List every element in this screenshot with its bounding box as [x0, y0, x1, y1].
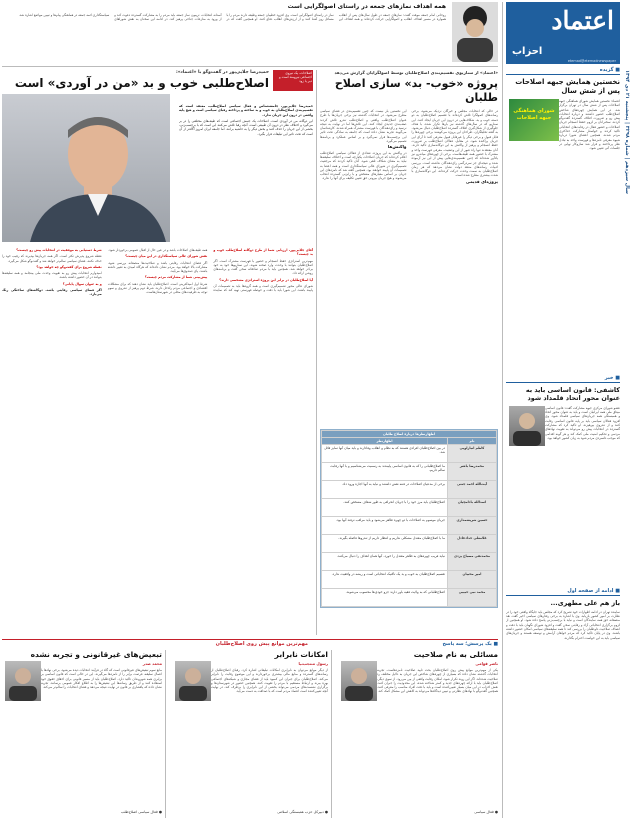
tag-continued: ■ ادامه از صفحه اول — [506, 588, 620, 596]
table-title-row — [322, 431, 497, 438]
table-header-row — [322, 438, 497, 445]
interview-closing: اگر فضای سیاسی رقابتی باشد، دوگانه‌های ساختگی رنگ می‌بازد. — [2, 288, 102, 297]
continued-body: نماینده تهران در ادامه اظهارات خود تصریح کرد که مجلس باید جایگاه واقعی خود را در نظارت بر امور کشور بازیابد. وی با اشاره به برخی رفتارهای سیاسی اخیر گفت نقد منصفانه حق همه نمایندگان است و نباید با برچسب‌زنی پاسخ داده شود. او همچنین از لزوم برگزاری انتخاباتی آزاد و رقابتی سخن گفت و افزود شورای نگهبان باید با دقت و انصاف صلاحیت داوطلبان را بررسی کند تا همه سلیقه‌های سیاسی امکان حضور داشته باشند. وی در پایان تاکید کرد که مردم خواهان آرامش و توسعه هستند و جریان‌های سیاسی باید به این خواست احترام بگذارند. — [506, 609, 620, 640]
opinion-2-signature: ● دبیرکل حزب همبستگی اسلامی — [277, 810, 328, 814]
interview-question-7: و به عنوان سوال پایانی؟ — [62, 281, 102, 286]
interview-answer-6: نقطه شروع پذیرش تکثر است. اگر همه جریان‌ها بپذیرند که رقیب خود را حذف نکنند، فضای سیاسی سالم‌تر خواهد شد و گفت‌وگو شکل می‌گیرد. — [2, 254, 102, 263]
table-cell-name: حسین شریعتمداری — [448, 517, 497, 535]
table-cell-name: کاظم انبارلویی — [448, 445, 497, 463]
table-cell-name: آیت‌الله احمد جنتی — [448, 481, 497, 499]
brief-body: اعتماد: نخستین همایش شورای هماهنگی جبهه اصلاحات پس از شش سال در تهران برگزار شد. در این همایش چهره‌های شاخص اصلاح‌طلب حضور داشتند و درباره انتخابات پیش رو و ضرورت ائتلاف گسترده گفت‌وگو کردند. سخنرانان بر لزوم حفظ انسجام جریان اصلاحات و حضور فعال در رقابت‌های انتخاباتی تاکید کردند و خواستار مشارکت حداکثری مردم شدند. همچنین اعضای شورا درباره شیوه معرفی نامزدها و فهرست واحد به تبادل نظر پرداختند و قرار شد سازوکار نهایی در جلسات آتی تعیین شود. — [559, 99, 620, 151]
interview-question-6: نقطه شروع برای گفت‌وگو چه خواهد بود؟ — [36, 264, 102, 269]
interview-answer-3: شورای عالی محور تصمیم‌گیری است و همه گروه‌ها باید به تصمیمات آن پایبند باشند. این شورا باید با دقت و حوصله فهرستی تهیه کند که نماینده همه طیف‌های اصلاحات باشد و در عین حال از اقبال عمومی برخوردار شود. — [108, 248, 313, 293]
person-silhouette-icon — [341, 661, 377, 701]
opinion-1-signature-text: فعال سیاسی — [474, 810, 494, 814]
opinion-2-body: از دیگر موانع می‌توان به نابرابری امکانات تبلیغاتی اشاره کرد. رقبای اصلاح‌طلبان از رسانه‌های گسترده و منابع مالی بیشتری برخوردارند و این موضوع رقابت را نابرابر می‌کند. اصلاح‌طلبان برای جبران این کمبود باید از فضای مجازی و شبکه‌های اجتماعی بهره ببرند و ارتباط مستقیم با مردم را تقویت کنند. همچنین حضور در شهرستان‌ها و برگزاری نشست‌های مردمی می‌تواند بخشی از این نابرابری را برطرف کند. در نهایت آنچه تعیین‌کننده است اعتماد مردم است که با صداقت به دست می‌آید. — [211, 668, 328, 694]
person-silhouette-icon — [175, 661, 211, 701]
statements-grid — [321, 430, 497, 607]
interview-question-4: پیش‌بینی شما از مشارکت مردم چیست؟ — [144, 275, 208, 280]
opinion-1-byline: ناصر قوامی — [475, 661, 498, 666]
interview-lead-text: حمیدرضا جلایی‌پور، جامعه‌شناس و فعال سیاسی اصلاح‌طلب، معتقد است که تقسیم‌بندی اصلاح‌طلبان به خوب و بد ساخته و پرداخته رقبای سیاسی است و هیچ پایه واقعی در درون این جریان ندارد. — [179, 104, 313, 117]
bottom-header-right: ■ یک پرسش؛ سه پاسخ — [442, 642, 498, 647]
news-headline: کاشفی: قانون اساسی باید به عنوان محور اتحاد قلمداد شود — [525, 386, 620, 403]
interview-headline: اصلاح‌طلبی خوب و بد «من در آوردی» است — [14, 76, 269, 90]
brief-banner — [509, 99, 559, 141]
interview-lead — [179, 104, 313, 244]
interview-answer-7: امیدوارم انتخابات پیش رو به تقویت وحدت ملی بینجامد و همه سلیقه‌ها بتوانند در آن حضور داشته باشند. — [2, 271, 102, 280]
table-row — [322, 481, 497, 499]
table-row — [322, 589, 497, 607]
table-cell-text: جریان موسوم به اصلاحات با دو چهره ظاهر می‌شود و باید مراقب ترفند آنها بود. — [322, 517, 448, 535]
masthead-email: etemad@etemadnewspaper — [567, 59, 616, 63]
table-row — [322, 553, 497, 571]
bottom-section — [2, 639, 498, 819]
right-column — [506, 67, 620, 820]
brief-headline: نخستین همایش جبهه اصلاحات پس از شش سال — [515, 78, 620, 95]
opinion-column-2 — [172, 650, 332, 818]
main-report-headline: پروژه «خوب- بد» سازی اصلاح طلبان — [334, 77, 498, 104]
interview-answer-5: شرط اول امیدآفرینی است. اصلاح‌طلبان باید نشان دهند که برای مشکلات اقتصادی و اجتماعی مردم راه‌حل دارند. شرط دوم پرهیز از تندروی و سوم توجه به ظرفیت‌های محلی در شهرستان‌هاست. — [107, 281, 208, 295]
opinion-3-photo — [5, 661, 41, 701]
top-news-divider — [2, 66, 498, 67]
tag-news: ■ خبر — [506, 375, 620, 383]
masthead-section: احزاب — [512, 46, 543, 57]
table-cell-text: اصلاح‌طلبانی که به ولایت فقیه باور دارند جزو خودی‌ها محسوب می‌شوند. — [322, 589, 448, 607]
interview-kicker: حمیدرضا جلایی‌پور در گفت‌وگو با «اعتماد»: — [175, 70, 269, 75]
table-cell-text: ما اصلاح‌طلبانی را که به قانون اساسی پایبندند به رسمیت می‌شناسیم و با آنها رقابت سالم داریم. — [322, 463, 448, 481]
banner-text: شورای هماهنگی جبهه اصلاحات — [513, 108, 555, 121]
main-report-subhead-2: واکنش‌ها — [387, 144, 407, 150]
table-cell-name: اسدالله بادامچیان — [448, 499, 497, 517]
top-news-title: همه اهداف نمازهای جمعه در راستای اصولگرایی است — [287, 3, 446, 10]
interview-question-5: شرط دستیابی به موفقیت در انتخابات پیش رو چیست؟ — [16, 248, 102, 252]
table-cell-text: تقسیم اصلاح‌طلبان به خوب و بد یک تاکتیک انتخاباتی است و ریشه در واقعیت ندارد. — [322, 571, 448, 589]
top-news — [2, 2, 498, 64]
interview-stamp-text: اصلاحات، یک نیروی اجتماعی نیرومند است و دیر یا زود — [278, 71, 312, 84]
table-cell-text: ما با اصلاح‌طلبان معتدل مشکلی نداریم و انتظار داریم از تندروها فاصله بگیرند. — [322, 535, 448, 553]
opinion-3-title: تبعیض‌های غیرقانونی و تجربه نشده — [30, 650, 162, 659]
person-silhouette-icon — [509, 406, 545, 446]
statements-table — [320, 429, 498, 608]
table-row — [322, 499, 497, 517]
main-report-body-top — [320, 109, 498, 426]
main-report-para-3: در واکنش به این پروژه، تعدادی از فعالان سیاسی اصلاح‌طلب اعلام کرده‌اند که جریان اصلاحات یکپارچه است و اختلاف سلیقه‌ها نباید به معنای شکاف تلقی شود. آنان تاکید کردند که مرجعیت تصمیم‌گیری در شورای عالی سیاستگذاری است و همه اعضا به تصمیمات آن پایبند خواهند بود. همچنین گفته شد که نامزدهای این جریان بر اساس معیارهای مشخص و با رایزنی گسترده انتخاب می‌شوند و هیچ جریان بیرونی حق تعیین تکلیف برای آنها را ندارد. — [320, 150, 407, 181]
main-report-para-2: این نخستین بار نیست که چنین تقسیم‌بندی در فضای سیاسی مطرح می‌شود. در انتخابات گذشته نیز برخی جریان‌ها با طرح عنوان اصلاح‌طلب واقعی و اصلاح‌طلب تندرو تلاش کردند صف‌بندی جدیدی ایجاد کنند. این تلاش‌ها اما در نهایت به نتیجه نرسید و رای‌دهندگان با فهرست مشترک همراه شدند. کارشناسان می‌گویند تجربه نشان داده است که جامعه به سادگی تحت تاثیر این برچسب‌ها قرار نمی‌گیرد و بر اساس عملکرد و برنامه‌ها تصمیم می‌گیرد. — [320, 109, 407, 144]
interview-question-1: آقای جلایی‌پور، ارزیابی شما از طرح دوگانه اصلاح‌طلب خوب و بد چیست؟ — [213, 248, 313, 257]
main-report-para-1: در حالی که انتخابات مجلس و خبرگان نزدیک می‌شود، برخی رسانه‌های اصولگرا تلاش کرده‌اند با تقسیم اصلاح‌طلبان به دو دسته خوب و بد، شکاف‌هایی در درون این جریان ایجاد کنند. این سناریو که در سال‌های گذشته نیز بارها تکرار شده، با هدف جلوگیری از شکل‌گیری ائتلاف گسترده اصلاح‌طلبان دنبال می‌شود. به گفته تحلیلگران، طراحان این پروژه می‌کوشند برخی چهره‌ها را قابل قبول و برخی دیگر را غیرقابل قبول معرفی کنند تا آرای این جریان پراکنده شود. در مقابل، فعالان اصلاح‌طلب بر ضرورت حفظ انسجام و پرهیز از واکنش به این دوگانه‌سازی تاکید دارند. آنان معتقدند تنها راه عبور از این وضعیت، معرفی فهرست واحد و مشترک با حضور همه طیف‌هاست. برخی از چهره‌های میانه‌رو نیز یادآور شده‌اند که چنین تقسیم‌بندی‌هایی پیش از این نیز آزموده شده و نتیجه‌ای جز سردرگمی رای‌دهندگان نداشته است. بررسی ادبیات رسانه‌های منتقد دولت نشان می‌دهد که هر زمان اصلاح‌طلبان به سمت وحدت حرکت کرده‌اند، این دوگانه‌سازی با شدت بیشتری مطرح شده است. — [411, 109, 498, 178]
opinion-1-body: یکی از مهم‌ترین موانع پیش روی اصلاح‌طلبان بحث تایید صلاحیت نامزدهاست. تجربه انتخابات گذشته نشان داده که بسیاری از چهره‌های شاخص این جریان به دلایل مختلف رد صلاحیت شده‌اند. اگر این روند تکرار شود، امکان رقابت واقعی از بین می‌رود. از سوی دیگر، اصلاح‌طلبان باید با ارائه چهره‌های جدید و کمتر شناخته شده، این محدودیت را جبران کنند. نقش احزاب در این میان بسیار تعیین‌کننده است و باید با دقت افراد مناسب را معرفی کنند. همچنین گفت‌وگو با نهادهای نظارتی و تبیین دیدگاه‌ها می‌تواند به کاهش این مشکل کمک کند. — [377, 668, 498, 694]
opinion-1-signature: ● فعال سیاسی — [474, 810, 498, 814]
mid-divider — [316, 70, 317, 635]
cleric-photo — [452, 2, 498, 62]
person-silhouette-icon — [5, 661, 41, 701]
table-row — [322, 445, 497, 463]
dateline: سال سیزدهم | شماره ۳۲۹۸ | پنجشنبه ۲۱ دی ۱۳۹۴ — [624, 70, 630, 194]
table-row — [322, 517, 497, 535]
cleric-portrait-icon — [452, 2, 498, 62]
main-report-kicker: «اعتماد» از سناریوی تقسیم‌بندی اصلاح‌طلبان توسط اصولگرایان گزارش می‌دهد — [334, 70, 498, 75]
interview-answer-2: مهم‌ترین استراتژی حفظ انسجام و حضور با فهرست مشترک است. اگر اصلاح‌طلبان بتوانند با وحدت وارد صحنه شوند، این سناریوها خود به خود بی‌اثر خواهد شد. همچنین باید با مردم صادقانه سخن گفت و برنامه‌های روشن ارائه داد. — [213, 258, 313, 276]
table-cell-text: در بین اصلاح‌طلبان افرادی هستند که به نظام و انقلاب وفادارند و باید میان آنها تمایز قائل شد. — [322, 445, 448, 463]
interview-body — [2, 248, 313, 633]
jalaeipour-photo — [2, 94, 170, 242]
opinion-3-body: مانع سوم تبعیض‌های غیرقانونی است که گاه در فرآیند انتخابات دیده می‌شود. برخی نهادها با اعمال سلیقه، فرصت برابر را از نامزدها می‌گیرند. این در حالی است که قانون اساسی بر برابری همه شهروندان تاکید دارد. اصلاح‌طلبان باید از مسیر قانونی برای احقاق حقوق خود استفاده کنند و از طریق رسانه‌ها این تبعیض‌ها را به اطلاع افکار عمومی برسانند. تجربه نشان داده که پافشاری بر قانون در نهایت نتیجه می‌دهد و فضای انتخابات را سالم‌تر می‌کند. — [41, 668, 162, 690]
opinion-column-1 — [338, 650, 498, 818]
table-title: اظهارنظرها درباره اصلاح طلبان — [322, 431, 497, 438]
table-row — [322, 463, 497, 481]
table-cell-text: نباید فریب چهره‌های به ظاهر معتدل را خورد، آنها همان اهداف را دنبال می‌کنند. — [322, 553, 448, 571]
opinion-column-3 — [2, 650, 166, 818]
table-cell-name: محمد نبی حبیبی — [448, 589, 497, 607]
interview-question-3: نقش شورای عالی سیاستگذاری در این میان چیست؟ — [125, 254, 208, 259]
opinion-1-title: مسائلی به نام صلاحیت — [413, 650, 498, 659]
table-cell-text: برخی از مدعیان اصلاحات در فتنه نقش داشتند و نباید به آنها اجازه ورود داد. — [322, 481, 448, 499]
interview-question-2: آیا اصلاح‌طلبان در برابر این پروژه استراتژی مشخصی دارند؟ — [219, 277, 313, 282]
table-cell-text: اصلاح‌طلبان باید مرز خود را با جریان انحرافی به طور شفاف مشخص کنند. — [322, 499, 448, 517]
table-header-text: اظهارنظر — [322, 438, 448, 445]
dateline-strip — [622, 0, 630, 820]
kashefi-photo — [509, 406, 545, 446]
opinion-3-byline: محمد صدر — [142, 661, 162, 666]
opinion-2-title: امکانات نابرابر — [274, 650, 328, 659]
opinion-2-photo — [175, 661, 211, 701]
table-cell-name: محمدرضا باهنر — [448, 463, 497, 481]
tag-news-label: خبر — [604, 375, 614, 381]
masthead — [506, 2, 620, 64]
table-header-name: نام — [448, 438, 497, 445]
opinion-3-signature-text: فعال سیاسی اصلاح‌طلب — [120, 810, 158, 814]
bottom-header-right-text: یک پرسش؛ سه پاسخ — [442, 642, 492, 647]
interview-answer-4: اگر فضای انتخابات رقابتی باشد و صلاحیت‌ها منصفانه بررسی شود، مشارکت بالا خواهد بود. مردم نشان داده‌اند که هرگاه امیدی به تغییر داشته باشند، پای صندوق‌ها می‌آیند. — [107, 260, 208, 274]
opinion-1-photo — [341, 661, 377, 701]
tag-brief-label: گزیده — [599, 67, 614, 73]
continued-headline: باز هم علی مطهری... — [550, 598, 620, 607]
table-row — [322, 535, 497, 553]
interviewee-portrait-icon — [2, 94, 170, 242]
main-report — [320, 70, 498, 635]
opinion-3-signature: ● فعال سیاسی اصلاح‌طلب — [120, 810, 162, 814]
interview-answer-1: این دوگانه من در آوردی است. اصلاحات یک جنبش اجتماعی است که طیف‌های مختلفی را در بر می‌گیرد و اختلاف نظر در درون آن طبیعی است. آنچه رقبا تلاش می‌کنند این است که با برچسب‌زنی، بخشی از این جریان را حذف کنند و بخش دیگر را به حاشیه برانند. اما جامعه ایران امروز آگاه‌تر از آن است که تحت تاثیر این تبلیغات قرار بگیرد. — [179, 118, 313, 136]
tag-brief: ■ گزیده — [506, 67, 620, 75]
opinion-2-signature-text: دبیرکل حزب همبستگی اسلامی — [277, 810, 324, 814]
top-news-body: روحانی امام جمعه موقت گفت: نمازهای جمعه در طول سال‌های پس از انقلاب همواره در مسیر اهداف انقلاب و اصولگرایی حرکت کرده‌اند و همه اهداف این نماز در راستای اصولگرایی است. وی افزود خطیبان جمعه وظیفه دارند مردم را با مسائل روز آشنا کنند و از ارزش‌های انقلاب دفاع کنند. او همچنین گفت که در آستانه انتخابات، تریبون نماز جمعه باید مردم را به مشارکت گسترده دعوت کند و از ورود به منازعات جناحی پرهیز کند. در ادامه این سخنان به نقش شوراهای سیاستگذاری ائمه جمعه در هماهنگی پیام‌ها و تبیین مواضع اشاره شد. — [18, 13, 446, 22]
table-cell-name: امیر محبیان — [448, 571, 497, 589]
main-report-subhead-1: پروژه‌ای قدیمی — [465, 178, 498, 184]
news-body: عضو شورای مرکزی جبهه مشارکت گفت: قانون اساسی میثاق ملی همه ایرانیان است و باید به عنوان محور اتحاد و همبستگی همه جریان‌های سیاسی قلمداد شود. وی افزود فعالان سیاسی باید بر پایه قانون اساسی رقابت کنند و از تندروی بپرهیزند. او تاکید کرد که مشارکت گسترده در انتخابات پیش رو می‌تواند به تقویت نهادهای مردمی و تحکیم امنیت ملی کمک کند و هر گونه اقدامی که موجب دلسردی مردم شود به زیان کشور خواهد بود. — [545, 405, 620, 440]
masthead-logo: اعتماد — [551, 6, 614, 35]
tag-continued-label: ادامه از صفحه اول — [567, 587, 614, 594]
opinion-2-byline: رسول منتجب‌نیا — [298, 661, 328, 666]
interview-stamp — [273, 70, 313, 91]
table-cell-name: محمدتقی مصباح یزدی — [448, 553, 497, 571]
interview — [2, 70, 313, 635]
table-row — [322, 571, 497, 589]
table-cell-name: غلامعلی حدادعادل — [448, 535, 497, 553]
bottom-header-center: مهم‌ترین موانع پیش روی اصلاح‌طلبان — [215, 641, 308, 647]
column-divider — [502, 2, 503, 818]
